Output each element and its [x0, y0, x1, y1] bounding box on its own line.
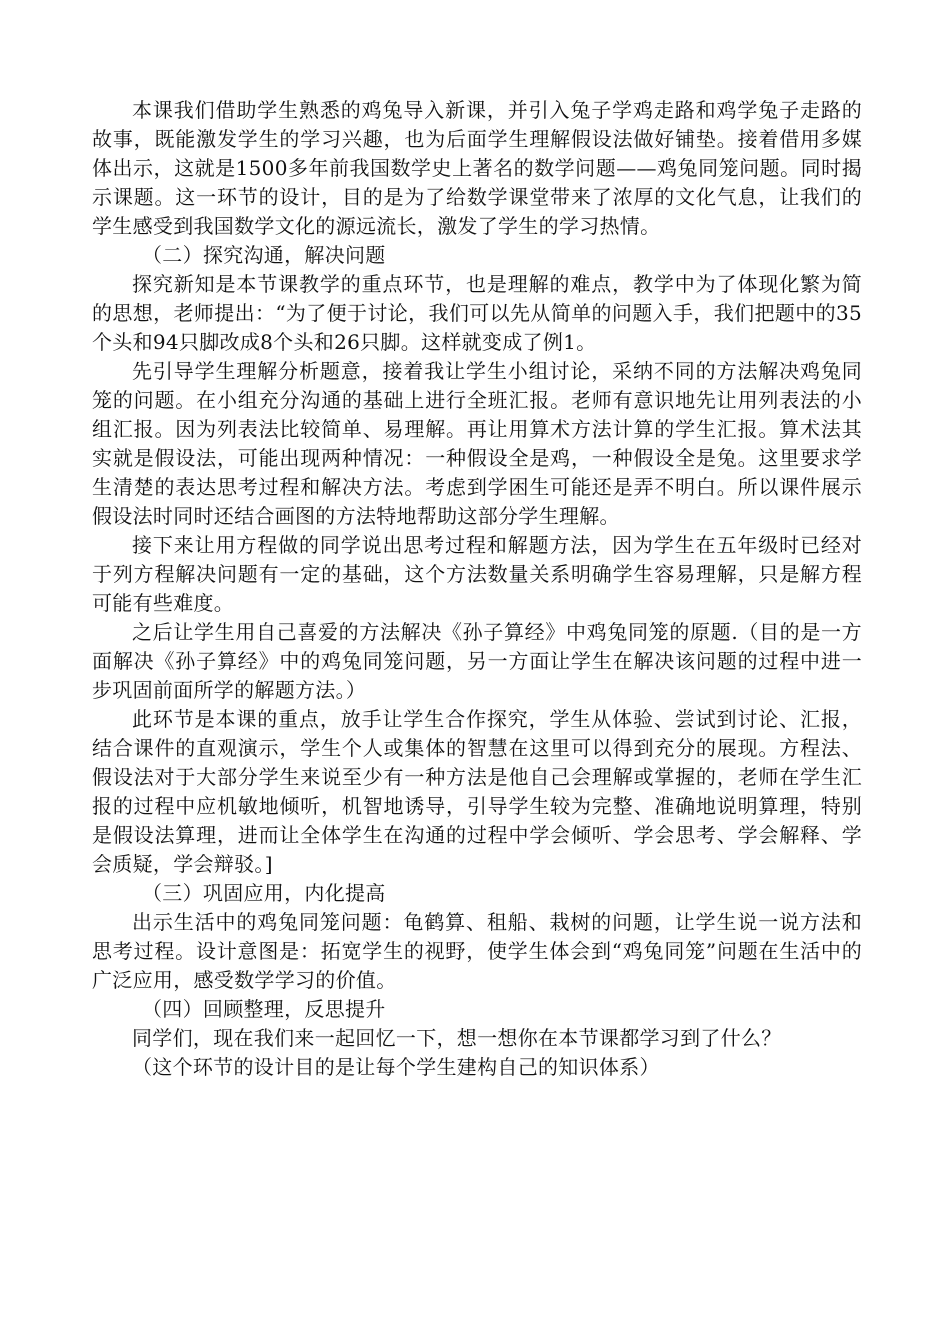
section-heading-3: （三）巩固应用，内化提高 [142, 881, 386, 905]
section-heading-2: （二）探究沟通，解决问题 [142, 243, 386, 267]
paragraph-application: 出示生活中的鸡兔同笼问题：龟鹤算、租船、栽树的问题，让学生说一说方法和思考过程。设计意图是：拓宽学生的视野，使学生体会到“鸡兔同笼”问题在生活中的广泛应用，感受数学学习的价值。 [92, 910, 862, 992]
paragraph-key-point: 此环节是本课的重点，放手让学生合作探究，学生从体验、尝试到讨论、汇报，结合课件的直观演示，学生个人或集体的智慧在这里可以得到充分的展现。方程法、假设法对于大部分学生来说至少有一种方法是他自己会理解或掌握的，老师在学生汇报的过程中应机敏地倾听，机智地诱导，引导学生较为完整、准确地说明算理，特别是假设法算理，进而让全体学生在沟通的过程中学会倾听、学会思考、学会解释、学会质疑，学会辩驳。] [92, 707, 862, 876]
paragraph-intro: 本课我们借助学生熟悉的鸡兔导入新课，并引入兔子学鸡走路和鸡学兔子走路的故事，既能激发学生的学习兴趣，也为后面学生理解假设法做好铺垫。接着借用多媒体出示，这就是1500多年前我国数学史上著名的数学问题——鸡兔同笼问题。同时揭示课题。这一环节的设计，目的是为了给数学课堂带来了浓厚的文化气息，让我们的学生感受到我国数学文化的源远流长，激发了学生的学习热情。 [92, 98, 862, 238]
paragraph-equation: 接下来让用方程做的同学说出思考过程和解题方法，因为学生在五年级时已经对于列方程解决问题有一定的基础，这个方法数量关系明确学生容易理解，只是解方程可能有些难度。 [92, 533, 862, 615]
paragraph-review-purpose: （这个环节的设计目的是让每个学生建构自己的知识体系） [132, 1055, 660, 1079]
paragraph-original-problem: 之后让学生用自己喜爱的方法解决《孙子算经》中鸡兔同笼的原题.（目的是一方面解决《孙子算经》中的鸡兔同笼问题，另一方面让学生在解决该问题的过程中进一步巩固前面所学的解题方法。） [92, 620, 862, 702]
paragraph-review-question: 同学们，现在我们来一起回忆一下，想一想你在本节课都学习到了什么？ [132, 1026, 782, 1050]
section-heading-4: （四）回顾整理，反思提升 [142, 997, 386, 1021]
paragraph-explore: 探究新知是本节课教学的重点环节，也是理解的难点，教学中为了体现化繁为简的思想，老师提出：“为了便于讨论，我们可以先从简单的问题入手，我们把题中的35个头和94只脚改成8个头和26只脚。这样就变成了例1。 [92, 272, 862, 354]
paragraph-guide: 先引导学生理解分析题意，接着我让学生小组讨论，采纳不同的方法解决鸡兔同笼的问题。在小组充分沟通的基础上进行全班汇报。老师有意识地先让用列表法的小组汇报。因为列表法比较简单、易理解。再让用算术方法计算的学生汇报。算术法其实就是假设法，可能出现两种情况：一种假设全是鸡，一种假设全是兔。这里要求学生清楚的表达思考过程和解决方法。考虑到学困生可能还是弄不明白。所以课件展示假设法时同时还结合画图的方法特地帮助这部分学生理解。 [92, 359, 862, 528]
document-body [92, 96, 862, 1082]
